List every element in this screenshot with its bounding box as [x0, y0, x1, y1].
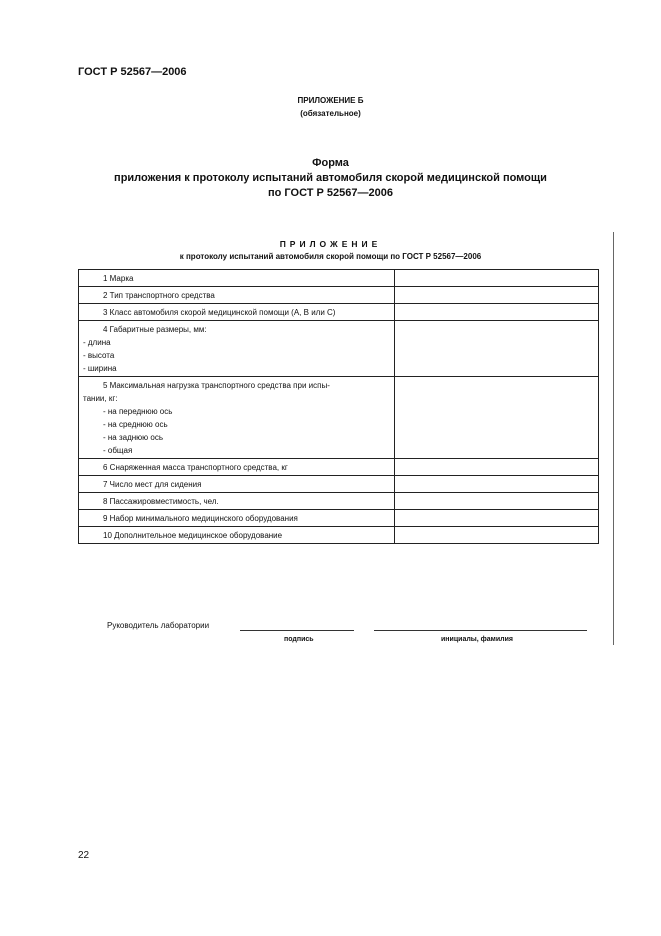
row-subitem: - на переднюю ось [103, 407, 173, 416]
row-value-cell[interactable] [394, 304, 599, 321]
form-title-line-3: по ГОСТ Р 52567—2006 [268, 187, 393, 199]
form-title-line-1: Форма [312, 157, 349, 169]
table-row [79, 270, 599, 287]
row-subitem: - на заднюю ось [103, 433, 164, 442]
row-subitem: - на среднюю ось [103, 420, 168, 429]
row-label [79, 493, 395, 510]
row-label-continuation: тании, кг: [83, 394, 118, 403]
row-value-cell[interactable] [394, 476, 599, 493]
row-value-cell[interactable] [394, 287, 599, 304]
row-value-cell[interactable] [394, 527, 599, 544]
table-row [79, 321, 599, 377]
row-label [79, 287, 395, 304]
signature-caption: подпись [284, 636, 314, 643]
row-value-cell[interactable] [394, 459, 599, 476]
row-subitem: - ширина [83, 364, 117, 373]
name-caption: инициалы, фамилия [441, 636, 513, 643]
signature-line[interactable] [240, 630, 354, 631]
row-label-text: 3 Класс автомобиля скорой медицинской помощи (А, В или С) [103, 308, 336, 317]
row-value-cell[interactable] [394, 270, 599, 287]
signature-label: Руководитель лаборатории [107, 621, 210, 630]
document-id: ГОСТ Р 52567—2006 [78, 66, 187, 78]
name-line[interactable] [374, 630, 587, 631]
appendix-title: ПРИЛОЖЕНИЕ Б [297, 96, 364, 105]
form-title-line-2: приложения к протоколу испытаний автомобиля скорой медицинской помощи [114, 172, 547, 184]
row-label-text: 9 Набор минимального медицинского оборудования [103, 514, 298, 523]
margin-rule [613, 232, 614, 645]
row-label-text: 7 Число мест для сидения [103, 480, 202, 489]
table-row [79, 459, 599, 476]
protocol-form-table [78, 269, 599, 544]
row-subitem: - общая [103, 446, 133, 455]
row-label-text: 6 Снаряженная масса транспортного средства, кг [103, 463, 288, 472]
row-label [79, 459, 395, 476]
inner-appendix-title: ПРИЛОЖЕНИЕ [279, 239, 382, 249]
row-label [79, 476, 395, 493]
row-label-text: 4 Габаритные размеры, мм: [103, 325, 207, 334]
row-label [79, 304, 395, 321]
table-row [79, 377, 599, 459]
table-row [79, 476, 599, 493]
row-label [79, 377, 395, 459]
row-value-cell[interactable] [394, 321, 599, 377]
table-row [79, 527, 599, 544]
row-label-text: 5 Максимальная нагрузка транспортного средства при испы- [103, 381, 330, 390]
appendix-status: (обязательное) [300, 109, 361, 118]
table-row [79, 287, 599, 304]
row-value-cell[interactable] [394, 493, 599, 510]
row-label-text: 1 Марка [103, 274, 134, 283]
row-label [79, 270, 395, 287]
row-label-text: 8 Пассажировместимость, чел. [103, 497, 219, 506]
row-label [79, 321, 395, 377]
row-label [79, 510, 395, 527]
row-label-text: 10 Дополнительное медицинское оборудование [103, 531, 283, 540]
row-subitem: - длина [83, 338, 111, 347]
row-subitem: - высота [83, 351, 115, 360]
inner-appendix-subtitle: к протоколу испытаний автомобиля скорой помощи по ГОСТ Р 52567—2006 [179, 252, 482, 261]
table-row [79, 493, 599, 510]
row-label-text: 2 Тип транспортного средства [103, 291, 215, 300]
row-value-cell[interactable] [394, 510, 599, 527]
table-row [79, 304, 599, 321]
row-value-cell[interactable] [394, 377, 599, 459]
page-number: 22 [78, 850, 90, 861]
row-label [79, 527, 395, 544]
table-row [79, 510, 599, 527]
